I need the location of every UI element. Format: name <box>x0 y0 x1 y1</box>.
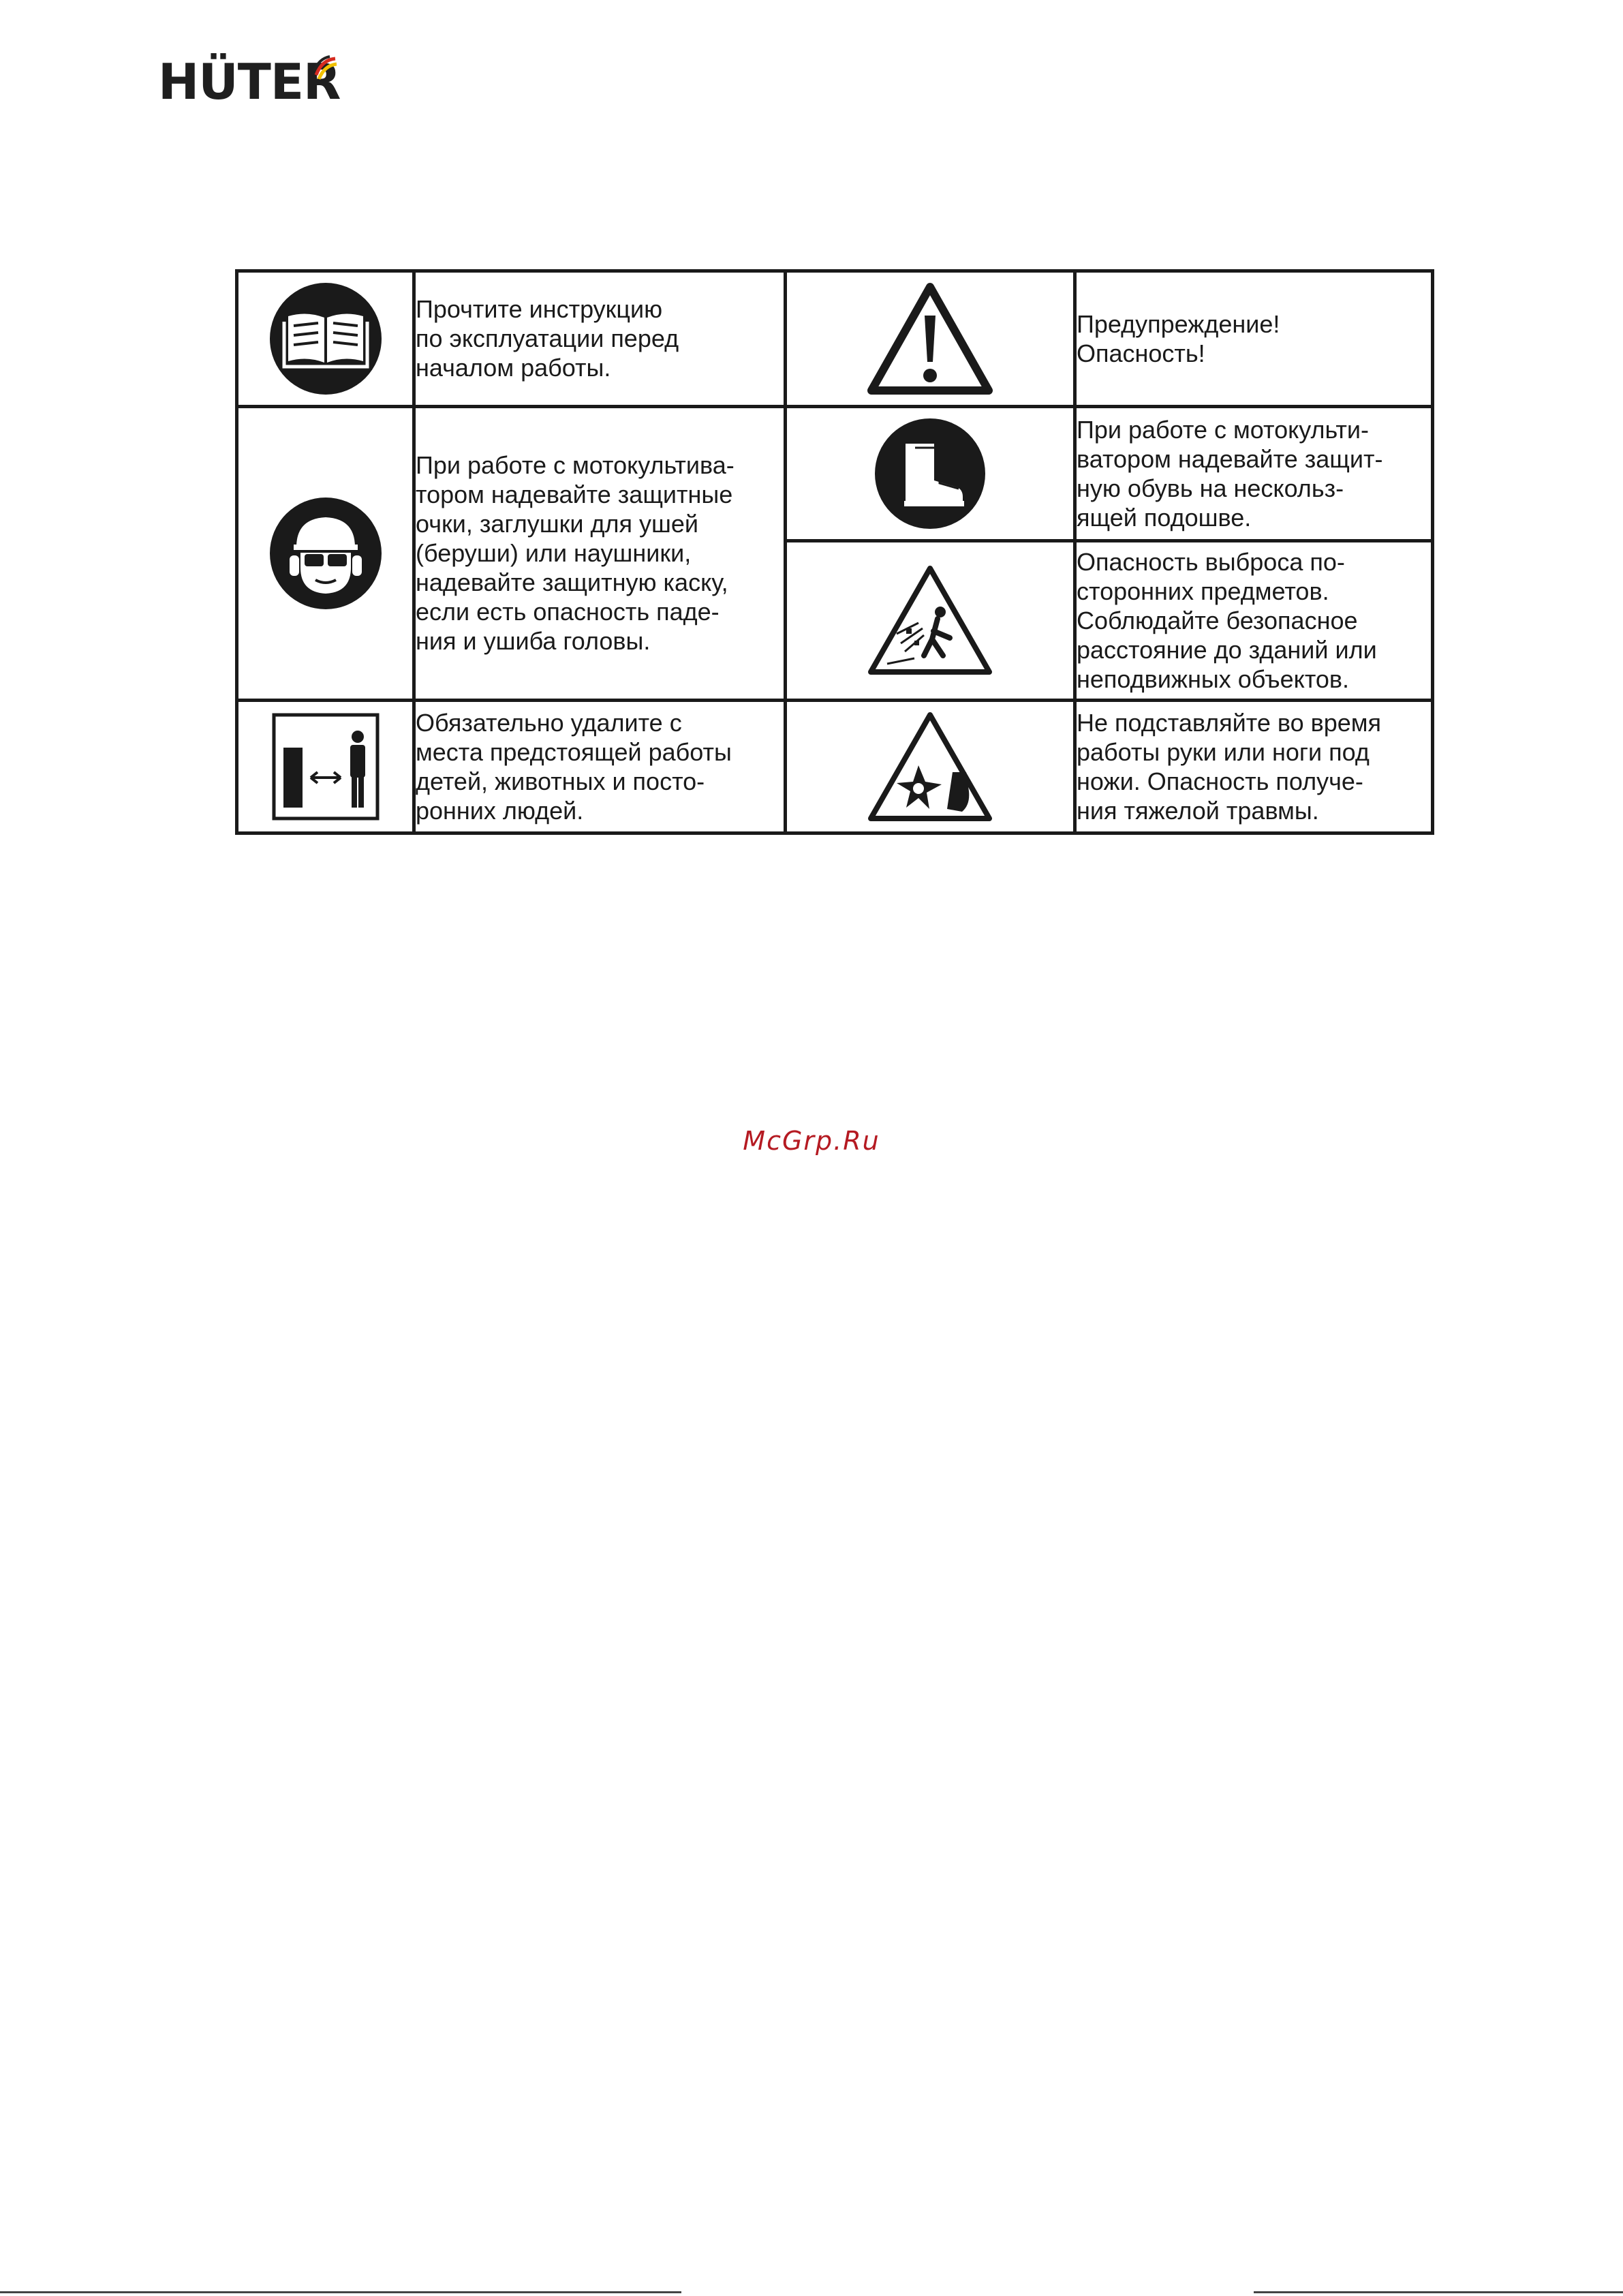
sign-text-read-manual: Прочтите инструкцию по эксплуатации перед началом работы. <box>414 271 786 407</box>
brand-logo <box>158 53 341 110</box>
bottom-rule-left <box>0 2291 681 2293</box>
sign-cell-rotating-blades <box>786 701 1075 833</box>
sign-text-warning: Предупреждение! Опасность! <box>1075 271 1433 407</box>
watermark: McGrp.Ru <box>743 1126 880 1156</box>
read-manual-icon <box>269 282 382 395</box>
sign-cell-boots <box>786 406 1075 540</box>
logo-accent-icon <box>312 55 339 82</box>
rotating-blades-warning-icon <box>867 709 993 824</box>
thrown-objects-warning-icon <box>867 563 993 677</box>
sign-cell-keep-distance <box>237 701 414 833</box>
keep-distance-icon <box>271 712 380 821</box>
sign-text-keep-distance: Обязательно удалите с места предстоящей работы детей, животных и посто- ронних людей. <box>414 701 786 833</box>
warning-exclamation-icon <box>867 281 993 396</box>
sign-text-rotating-blades: Не подставляйте во время работы руки или ноги под ножи. Опасность получе- ния тяжелой травмы. <box>1075 701 1433 833</box>
safety-helmet-goggles-icon <box>269 497 382 610</box>
safety-signs-table <box>235 269 1434 835</box>
sign-cell-read-manual <box>237 271 414 407</box>
bottom-rule-right <box>1254 2291 1623 2293</box>
sign-cell-warning <box>786 271 1075 407</box>
sign-cell-thrown-objects <box>786 540 1075 700</box>
sign-cell-helmet-goggles <box>237 406 414 700</box>
sign-text-helmet-goggles: При работе с мотокультива- тором надевайте защитные очки, заглушки для ушей (беруши) или наушники, надевайте защитную каску, если есть опасность паде- ния и ушиба головы. <box>414 406 786 700</box>
brand-name: HÜTER <box>158 53 341 110</box>
sign-text-boots: При работе с мотокульти- ватором надевайте защит- ную обувь на нескольз- ящей подошве. <box>1075 406 1433 540</box>
protective-boots-icon <box>874 418 986 530</box>
sign-text-thrown-objects: Опасность выброса по- сторонних предметов. Соблюдайте безопасное расстояние до зданий или неподвижных объектов. <box>1075 540 1433 700</box>
